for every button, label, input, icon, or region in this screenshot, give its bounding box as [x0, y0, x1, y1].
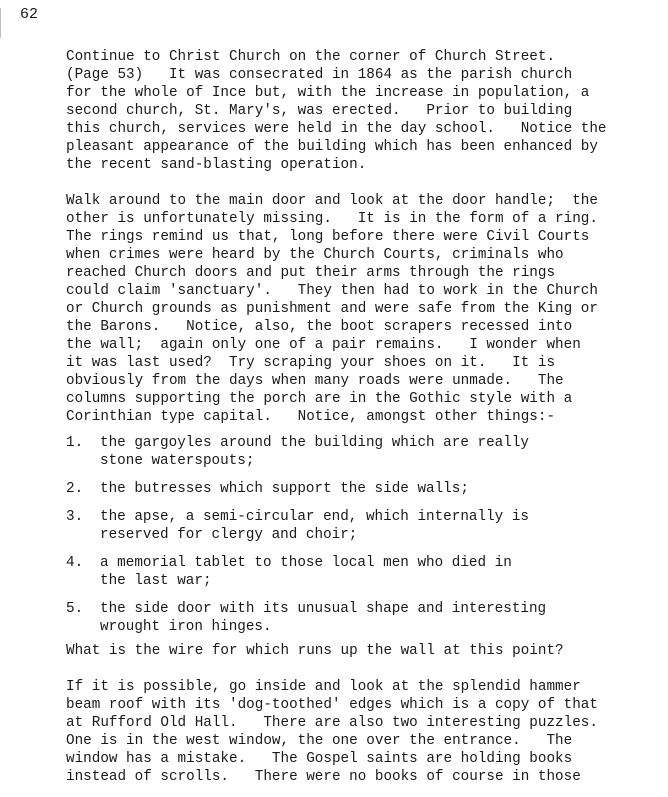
text-line: at Rufford Old Hall. There are also two interesting puzzles. [66, 715, 598, 731]
text-line: reserved for clergy and choir; [100, 527, 358, 543]
text-line: reached Church doors and put their arms through the rings [66, 265, 556, 281]
list-item [66, 508, 646, 544]
text-line: the gargoyles around the building which are really [100, 435, 529, 451]
text-line: the side door with its unusual shape and interesting [100, 601, 547, 617]
list-item-number: 5. [66, 601, 84, 617]
text-line: One is in the west window, the one over the entrance. The [66, 733, 573, 749]
text-line: the Barons. Notice, also, the boot scrapers recessed into [66, 319, 573, 335]
text-line: What is the wire for which runs up the wall at this point? [66, 643, 564, 659]
list-item [66, 600, 646, 636]
features-list [66, 434, 646, 636]
text-line: Walk around to the main door and look at the door handle; the [66, 193, 598, 209]
text-line: when crimes were heard by the Church Courts, criminals who [66, 247, 564, 263]
paragraph-main-door [66, 192, 646, 426]
document-body [66, 48, 646, 786]
list-item [66, 434, 646, 470]
text-line: could claim 'sanctuary'. They then had to work in the Church [66, 283, 598, 299]
margin-rule [0, 8, 1, 38]
text-line: other is unfortunately missing. It is in the form of a ring. [66, 211, 598, 227]
paragraph-inside [66, 678, 646, 786]
text-line: Continue to Christ Church on the corner of Church Street. [66, 49, 556, 65]
list-item-number: 4. [66, 555, 84, 571]
text-line: the wall; again only one of a pair remains. I wonder when [66, 337, 581, 353]
text-line: stone waterspouts; [100, 453, 255, 469]
list-item-number: 2. [66, 481, 84, 497]
text-line: the last war; [100, 573, 212, 589]
text-line: a memorial tablet to those local men who died in [100, 555, 512, 571]
paragraph-gap [66, 174, 646, 192]
text-line: (Page 53) It was consecrated in 1864 as the parish church [66, 67, 573, 83]
text-line: Corinthian type capital. Notice, amongst other things:- [66, 409, 556, 425]
text-line: instead of scrolls. There were no books of course in those [66, 769, 581, 785]
text-line: If it is possible, go inside and look at the splendid hammer [66, 679, 581, 695]
text-line: window has a mistake. The Gospel saints are holding books [66, 751, 573, 767]
text-line: this church, services were held in the day school. Notice the [66, 121, 607, 137]
text-line: for the whole of Ince but, with the increase in population, a [66, 85, 590, 101]
text-line: second church, St. Mary's, was erected. Prior to building [66, 103, 573, 119]
text-line: or Church grounds as punishment and were safe from the King or [66, 301, 598, 317]
text-line: the butresses which support the side walls; [100, 481, 469, 497]
question-line [66, 642, 646, 660]
paragraph-christ-church [66, 48, 646, 174]
text-line: pleasant appearance of the building which has been enhanced by [66, 139, 598, 155]
list-item [66, 554, 646, 590]
page-number: 62 [20, 6, 39, 23]
paragraph-gap [66, 660, 646, 678]
text-line: obviously from the days when many roads were unmade. The [66, 373, 564, 389]
list-item [66, 480, 646, 498]
text-line: it was last used? Try scraping your shoes on it. It is [66, 355, 556, 371]
text-line: wrought iron hinges. [100, 619, 272, 635]
list-item-number: 1. [66, 435, 84, 451]
text-line: beam roof with its 'dog-toothed' edges which is a copy of that [66, 697, 598, 713]
text-line: columns supporting the porch are in the Gothic style with a [66, 391, 573, 407]
list-item-number: 3. [66, 509, 84, 525]
text-line: the apse, a semi-circular end, which internally is [100, 509, 529, 525]
text-line: The rings remind us that, long before there were Civil Courts [66, 229, 590, 245]
text-line: the recent sand-blasting operation. [66, 157, 367, 173]
